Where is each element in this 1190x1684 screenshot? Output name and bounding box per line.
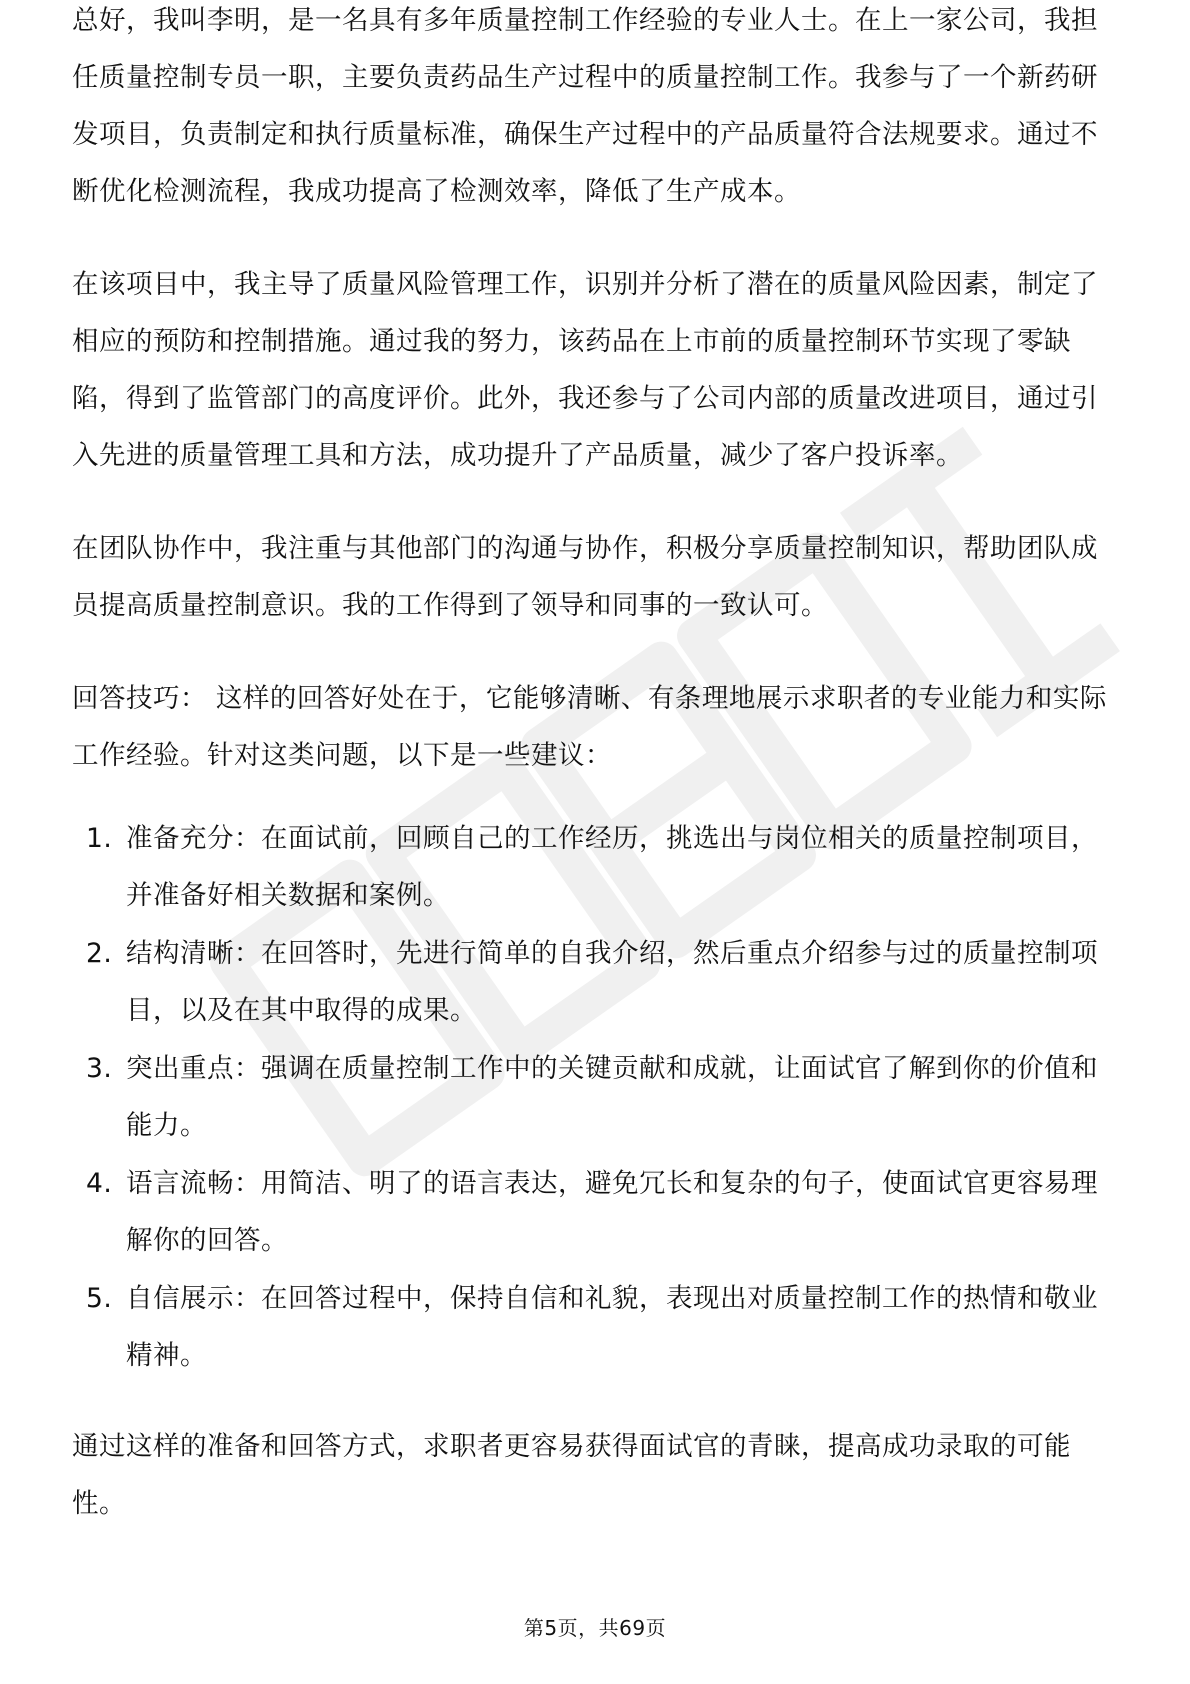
intro-paragraph: 总好，我叫李明，是一名具有多年质量控制工作经验的专业人士。在上一家公司，我担任质量控制专员一职，主要负责药品生产过程中的质量控制工作。我参与了一个新药研发项目，负责制定和执行质量标准，确保生产过程中的产品质量符合法规要求。通过不断优化检测流程，我成功提高了检测效率，降低了生产成本。 — [72, 5, 1098, 207]
list-item — [72, 925, 1122, 1039]
list-item — [72, 1270, 1122, 1384]
list-item-text: 准备充分：在面试前，回顾自己的工作经历，挑选出与岗位相关的质量控制项目，并准备好相关数据和案例。 — [126, 823, 1098, 911]
teamwork-paragraph: 在团队协作中，我注重与其他部门的沟通与协作，积极分享质量控制知识，帮助团队成员提高质量控制意识。我的工作得到了领导和同事的一致认可。 — [72, 533, 1098, 621]
tips-list — [72, 810, 1122, 1384]
document-body — [72, 5, 1122, 1568]
page-number-footer: 第5页，共69页 — [523, 1616, 667, 1640]
list-number: 1. — [86, 823, 113, 854]
list-number: 3. — [86, 1053, 113, 1084]
list-item — [72, 810, 1122, 924]
list-item — [72, 1155, 1122, 1269]
list-number: 4. — [86, 1168, 113, 1199]
closing-paragraph: 通过这样的准备和回答方式，求职者更容易获得面试官的青睐，提高成功录取的可能性。 — [72, 1431, 1071, 1519]
answer-tips-intro: 回答技巧： 这样的回答好处在于，它能够清晰、有条理地展示求职者的专业能力和实际工作经验。针对这类问题，以下是一些建议： — [72, 683, 1107, 771]
list-number: 5. — [86, 1283, 113, 1314]
list-number: 2. — [86, 938, 113, 969]
list-item — [72, 1040, 1122, 1154]
list-item-text: 自信展示：在回答过程中，保持自信和礼貌，表现出对质量控制工作的热情和敬业精神。 — [126, 1283, 1098, 1371]
list-item-text: 语言流畅：用简洁、明了的语言表达，避免冗长和复杂的句子，使面试官更容易理解你的回答。 — [126, 1168, 1098, 1256]
list-item-text: 突出重点：强调在质量控制工作中的关键贡献和成就，让面试官了解到你的价值和能力。 — [126, 1053, 1098, 1141]
project-paragraph: 在该项目中，我主导了质量风险管理工作，识别并分析了潜在的质量风险因素，制定了相应的预防和控制措施。通过我的努力，该药品在上市前的质量控制环节实现了零缺陷，得到了监管部门的高度评价。此外，我还参与了公司内部的质量改进项目，通过引入先进的质量管理工具和方法，成功提升了产品质量，减少了客户投诉率。 — [72, 269, 1098, 471]
list-item-text: 结构清晰：在回答时，先进行简单的自我介绍，然后重点介绍参与过的质量控制项目，以及在其中取得的成果。 — [126, 938, 1098, 1026]
